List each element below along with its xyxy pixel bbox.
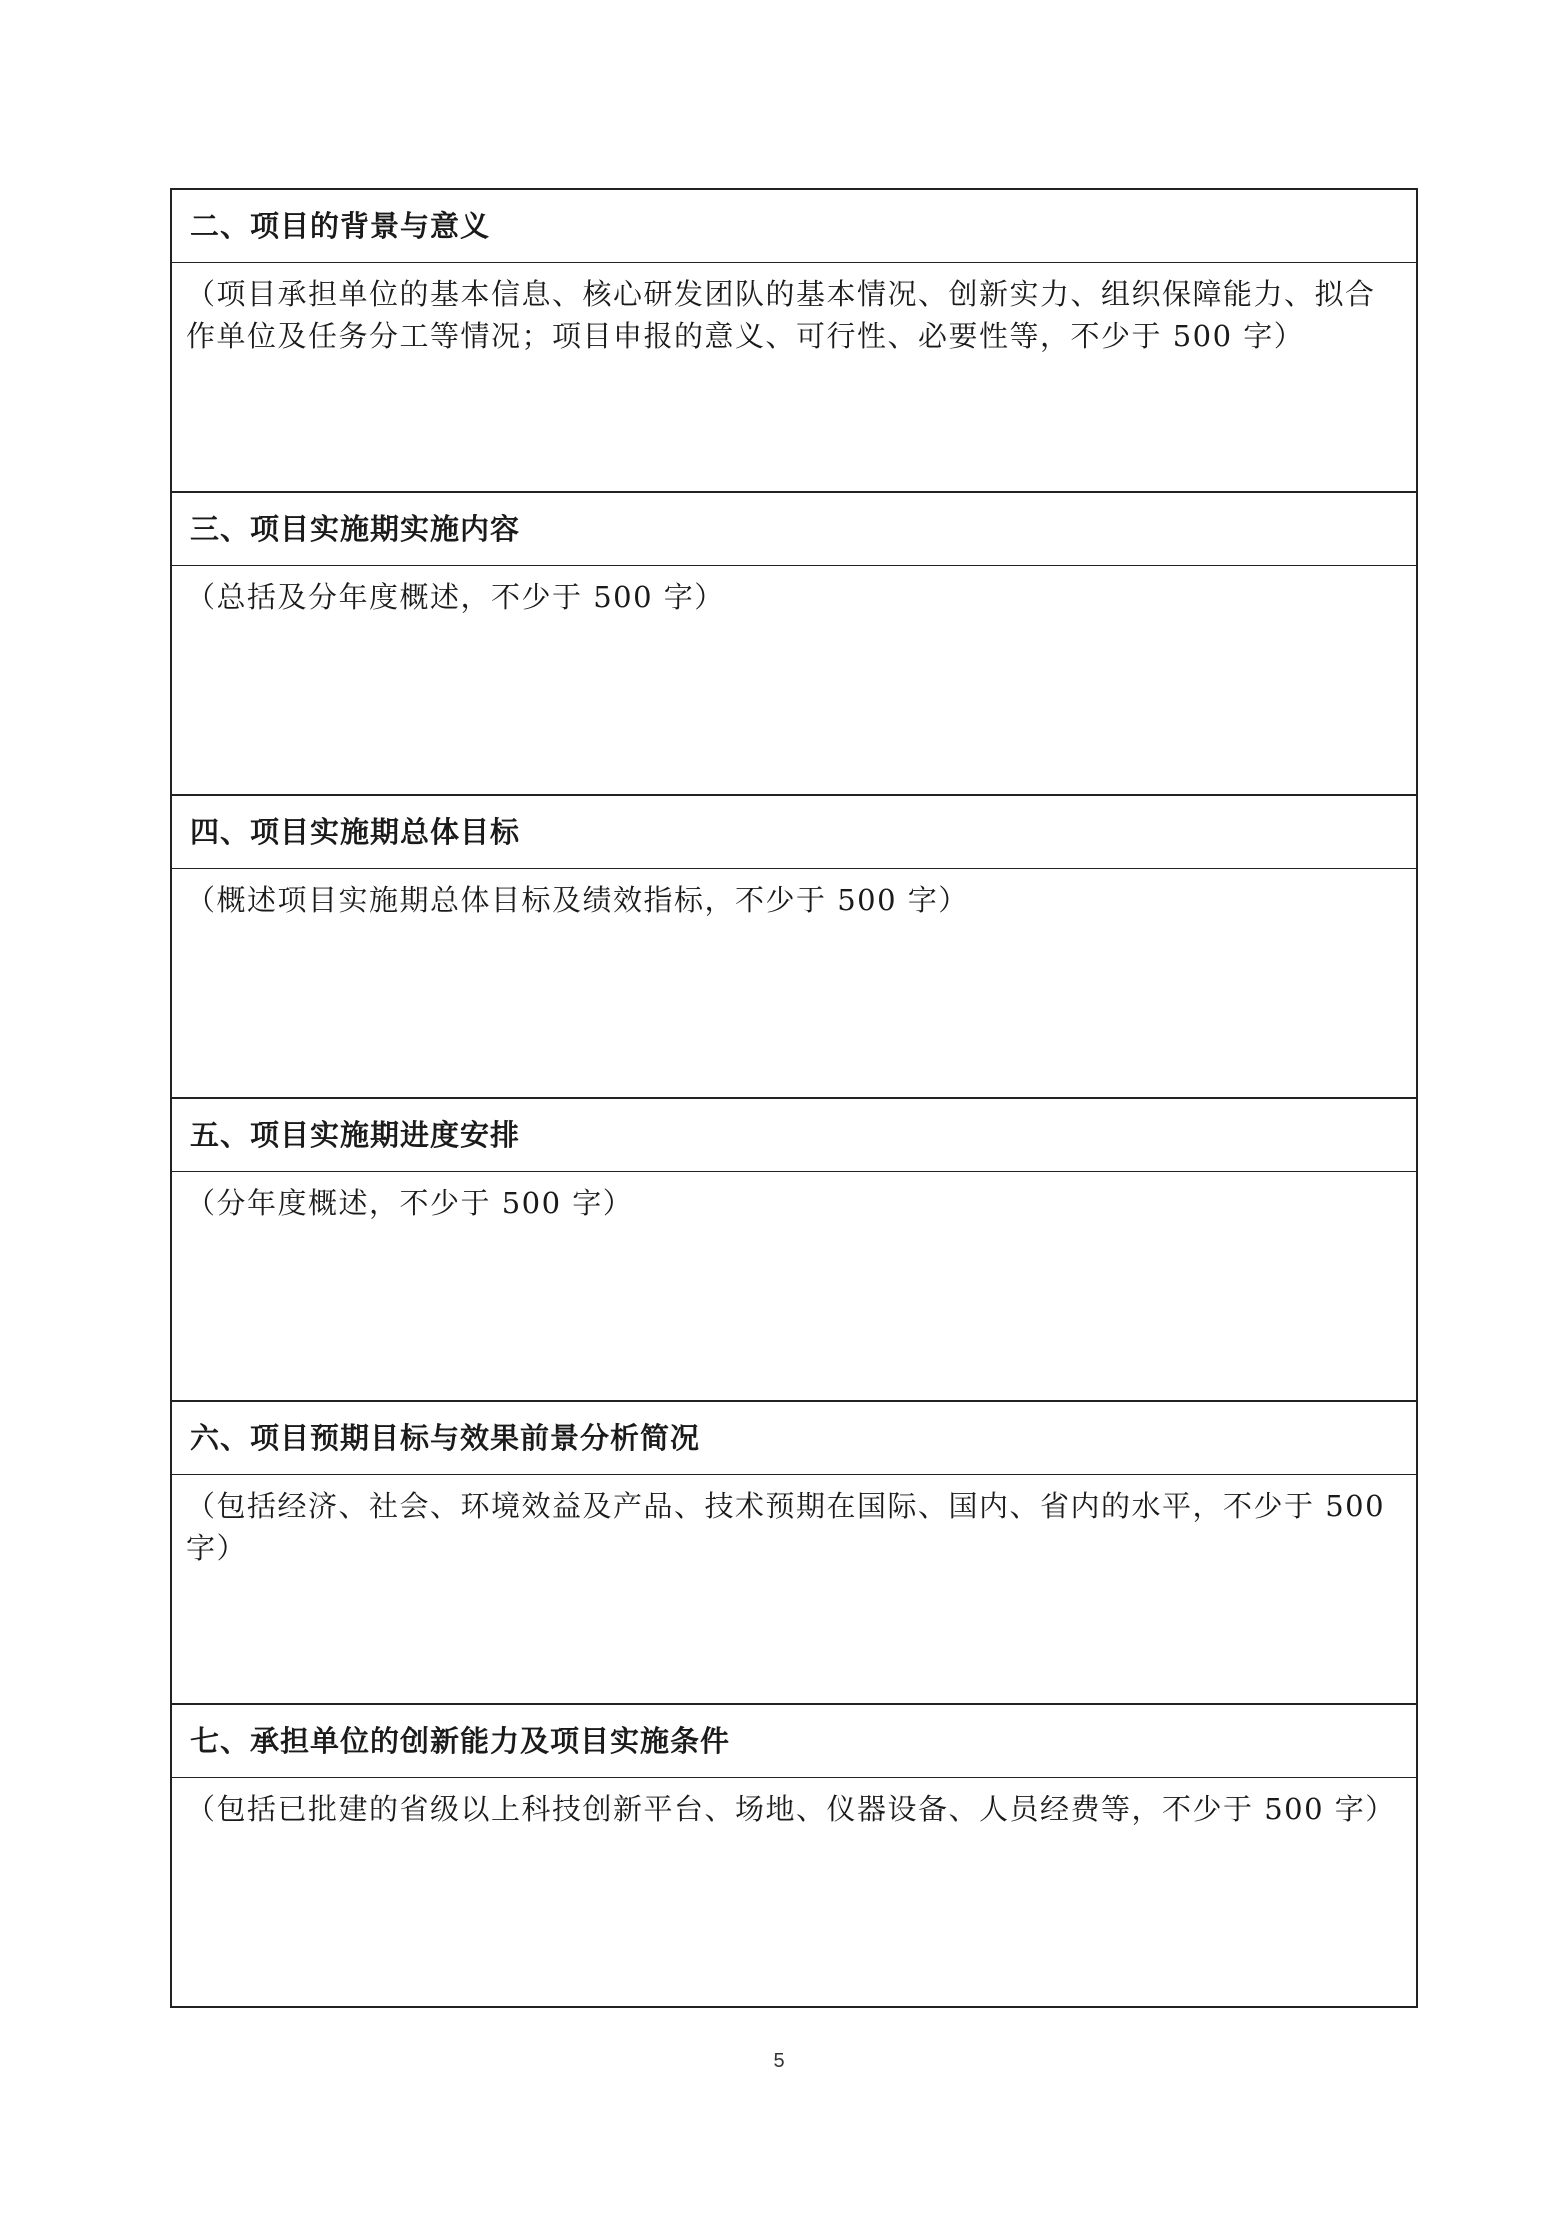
section-title: 四、项目实施期总体目标 [172, 796, 1416, 869]
section-title: 五、项目实施期进度安排 [172, 1099, 1416, 1172]
section-innovation-capacity [172, 1705, 1416, 2006]
section-body-field[interactable] [172, 1778, 1416, 2006]
section-expected-outcomes [172, 1402, 1416, 1705]
section-instruction: （概述项目实施期总体目标及绩效指标，不少于 500 字） [186, 883, 969, 917]
section-body-field[interactable] [172, 1475, 1416, 1703]
section-title: 二、项目的背景与意义 [172, 190, 1416, 263]
section-instruction: （包括已批建的省级以上科技创新平台、场地、仪器设备、人员经费等，不少于 500 字） [186, 1792, 1396, 1826]
section-body-field[interactable] [172, 869, 1416, 1097]
page-number: 5 [773, 2050, 785, 2072]
section-schedule [172, 1099, 1416, 1402]
section-title: 三、项目实施期实施内容 [172, 493, 1416, 566]
section-instruction: （分年度概述，不少于 500 字） [186, 1186, 634, 1220]
application-form-table [170, 188, 1418, 2008]
section-body-field[interactable] [172, 1172, 1416, 1400]
section-title: 六、项目预期目标与效果前景分析简况 [172, 1402, 1416, 1475]
section-body-field[interactable] [172, 566, 1416, 794]
section-background-significance [172, 190, 1416, 493]
section-instruction: （项目承担单位的基本信息、核心研发团队的基本情况、创新实力、组织保障能力、拟合作单位及任务分工等情况；项目申报的意义、可行性、必要性等，不少于 500 字） [186, 277, 1376, 353]
section-body-field[interactable] [172, 263, 1416, 491]
section-implementation-content [172, 493, 1416, 796]
section-overall-goals [172, 796, 1416, 1099]
section-instruction: （包括经济、社会、环境效益及产品、技术预期在国际、国内、省内的水平，不少于 500 字） [186, 1489, 1386, 1565]
section-title: 七、承担单位的创新能力及项目实施条件 [172, 1705, 1416, 1778]
section-instruction: （总括及分年度概述，不少于 500 字） [186, 580, 725, 614]
